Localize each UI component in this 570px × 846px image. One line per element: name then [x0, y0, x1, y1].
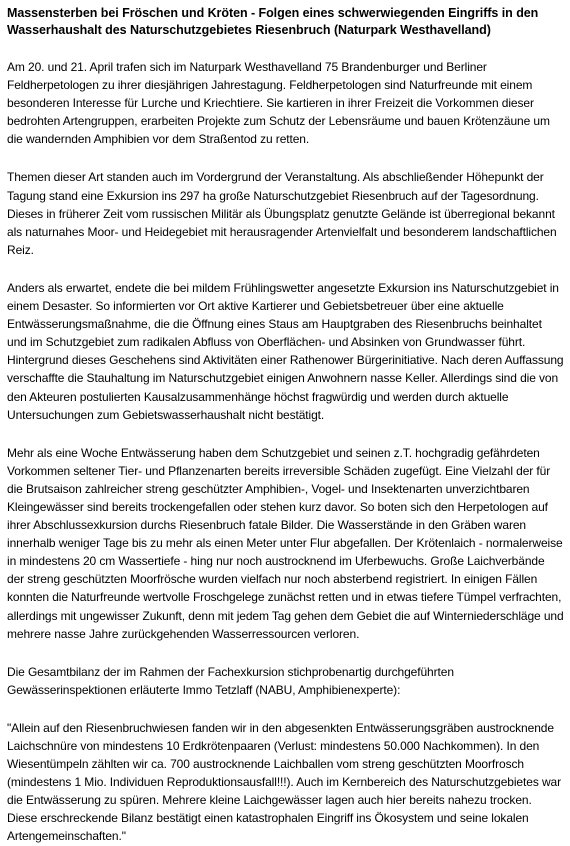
article-title: Massensterben bei Fröschen und Kröten - Folgen eines schwerwiegenden Eingriffs in den Wasserhaushalt des Naturschutzgebietes Riesenbruch (Naturpark Westhavelland) [7, 6, 539, 37]
paragraph-quote: "Allein auf den Riesenbruchwiesen fanden wir in den abgesenkten Entwässerungsgräben austrocknende Laichschnüre von mindestens 10 Erdkrötenpaaren (Verlust: mindestens 50.000 Nachkommen). In den Wiesentümpeln zählten wir ca. 700 austrocknende Laichballen vom streng geschützten Moorfrosch (mindestens 1 Mio. Individuen Reproduktionsausfall!!!). Auch im Kernbereich des Naturschutzgebietes war die Entwässerung zu spüren. Mehrere kleine Laichgewässer lagen auch hier bereits nahezu trocken. Diese erschreckende Bilanz bestätigt einen katastrophalen Eingriff ins Ökosystem und seine lokalen Artengemeinschaften." [7, 720, 561, 844]
paragraph-intro: Am 20. und 21. April trafen sich im Naturpark Westhavelland 75 Brandenburger und Berliner Feldherpetologen zu ihrer diesjährigen Jahrestagung. Feldherpetologen sind Naturfreunde mit einem besonderen Interesse für Lurche und Kriechtiere. Sie kartieren in ihrer Freizeit die Vorkommen dieser bedrohten Artengruppen, erarbeiten Projekte zum Schutz der Lebensräume und bauen Krötenzäune um die wandernden Amphibien vor dem Straßentod zu retten. [7, 60, 550, 147]
paragraph-damage: Mehr als eine Woche Entwässerung haben dem Schutzgebiet und seinen z.T. hochgradig gefährdeten Vorkommen seltener Tier- und Pflanzenarten bereits irreversible Schäden zugefügt. Eine Vielzahl der für die Brutsaison zahlreicher streng geschützter Amphibien-, Vogel- und Insektenarten unverzichtbaren Kleingewässer sind bereits trockengefallen oder stehen kurz davor. So boten sich den Herpetologen auf ihrer Abschlussexkursion durchs Riesenbruch fatale Bilder. Die Wasserstände in den Gräben waren innerhalb weniger Tage bis zu mehr als einen Meter unter Flur abgefallen. Der Krötenlaich - normalerweise in mindestens 20 cm Wassertiefe - hing nur noch austrocknend im Uferbewuchs. Große Laichverbände der streng geschützten Moorfrösche wurden vielfach nur noch absterbend registriert. In einigen Fällen konnten die Naturfreunde wertvolle Froschgelege zunächst retten und in etwas tiefere Tümpel verfrachten, allerdings mit ungewisser Zukunft, denn mit jedem Tag gehen dem Gebiet die auf Winterniederschläge und mehrere nasse Jahre zurückgehenden Wasserressourcen verloren. [7, 445, 564, 641]
paragraph-excursion: Themen dieser Art standen auch im Vordergrund der Veranstaltung. Als abschließender Höhepunkt der Tagung stand eine Exkursion ins 297 ha große Naturschutzgebiet Riesenbruch auf der Tagesordnung. Dieses in früherer Zeit vom russischen Militär als Übungsplatz genutzte Gelände ist überregional bekannt als naturnahes Moor- und Heidegebiet mit herausragender Artenvielfalt und besonderem landschaftlichen Reiz. [7, 170, 557, 257]
paragraph-disaster: Anders als erwartet, endete die bei mildem Frühlingswetter angesetzte Exkursion ins Naturschutzgebiet in einem Desaster. So informierten vor Ort aktive Kartierer und Gebietsbetreuer über eine aktuelle Entwässerungsmaßnahme, die die Öffnung eines Staus am Hauptgraben des Riesenbruchs beinhaltet und im Schutzgebiet zum radikalen Abfluss von Oberflächen- und Absinken von Grundwasser führt. Hintergrund dieses Geschehens sind Aktivitäten einer Rathenower Bürgerinitiative. Nach deren Auffassung verschaffte die Stauhaltung im Naturschutzgebiet einigen Anwohnern nasse Keller. Allerdings sind die von den Akteuren postulierten Kausalzusammenhänge höchst fragwürdig und werden durch aktuelle Untersuchungen zum Gebietswasserhaushalt nicht bestätigt. [7, 280, 564, 422]
paragraph-summary-intro: Die Gesamtbilanz der im Rahmen der Fachexkursion stichprobenartig durchgeführten Gewässerinspektionen erläuterte Immo Tetzlaff (NABU, Amphibienexperte): [7, 664, 454, 697]
